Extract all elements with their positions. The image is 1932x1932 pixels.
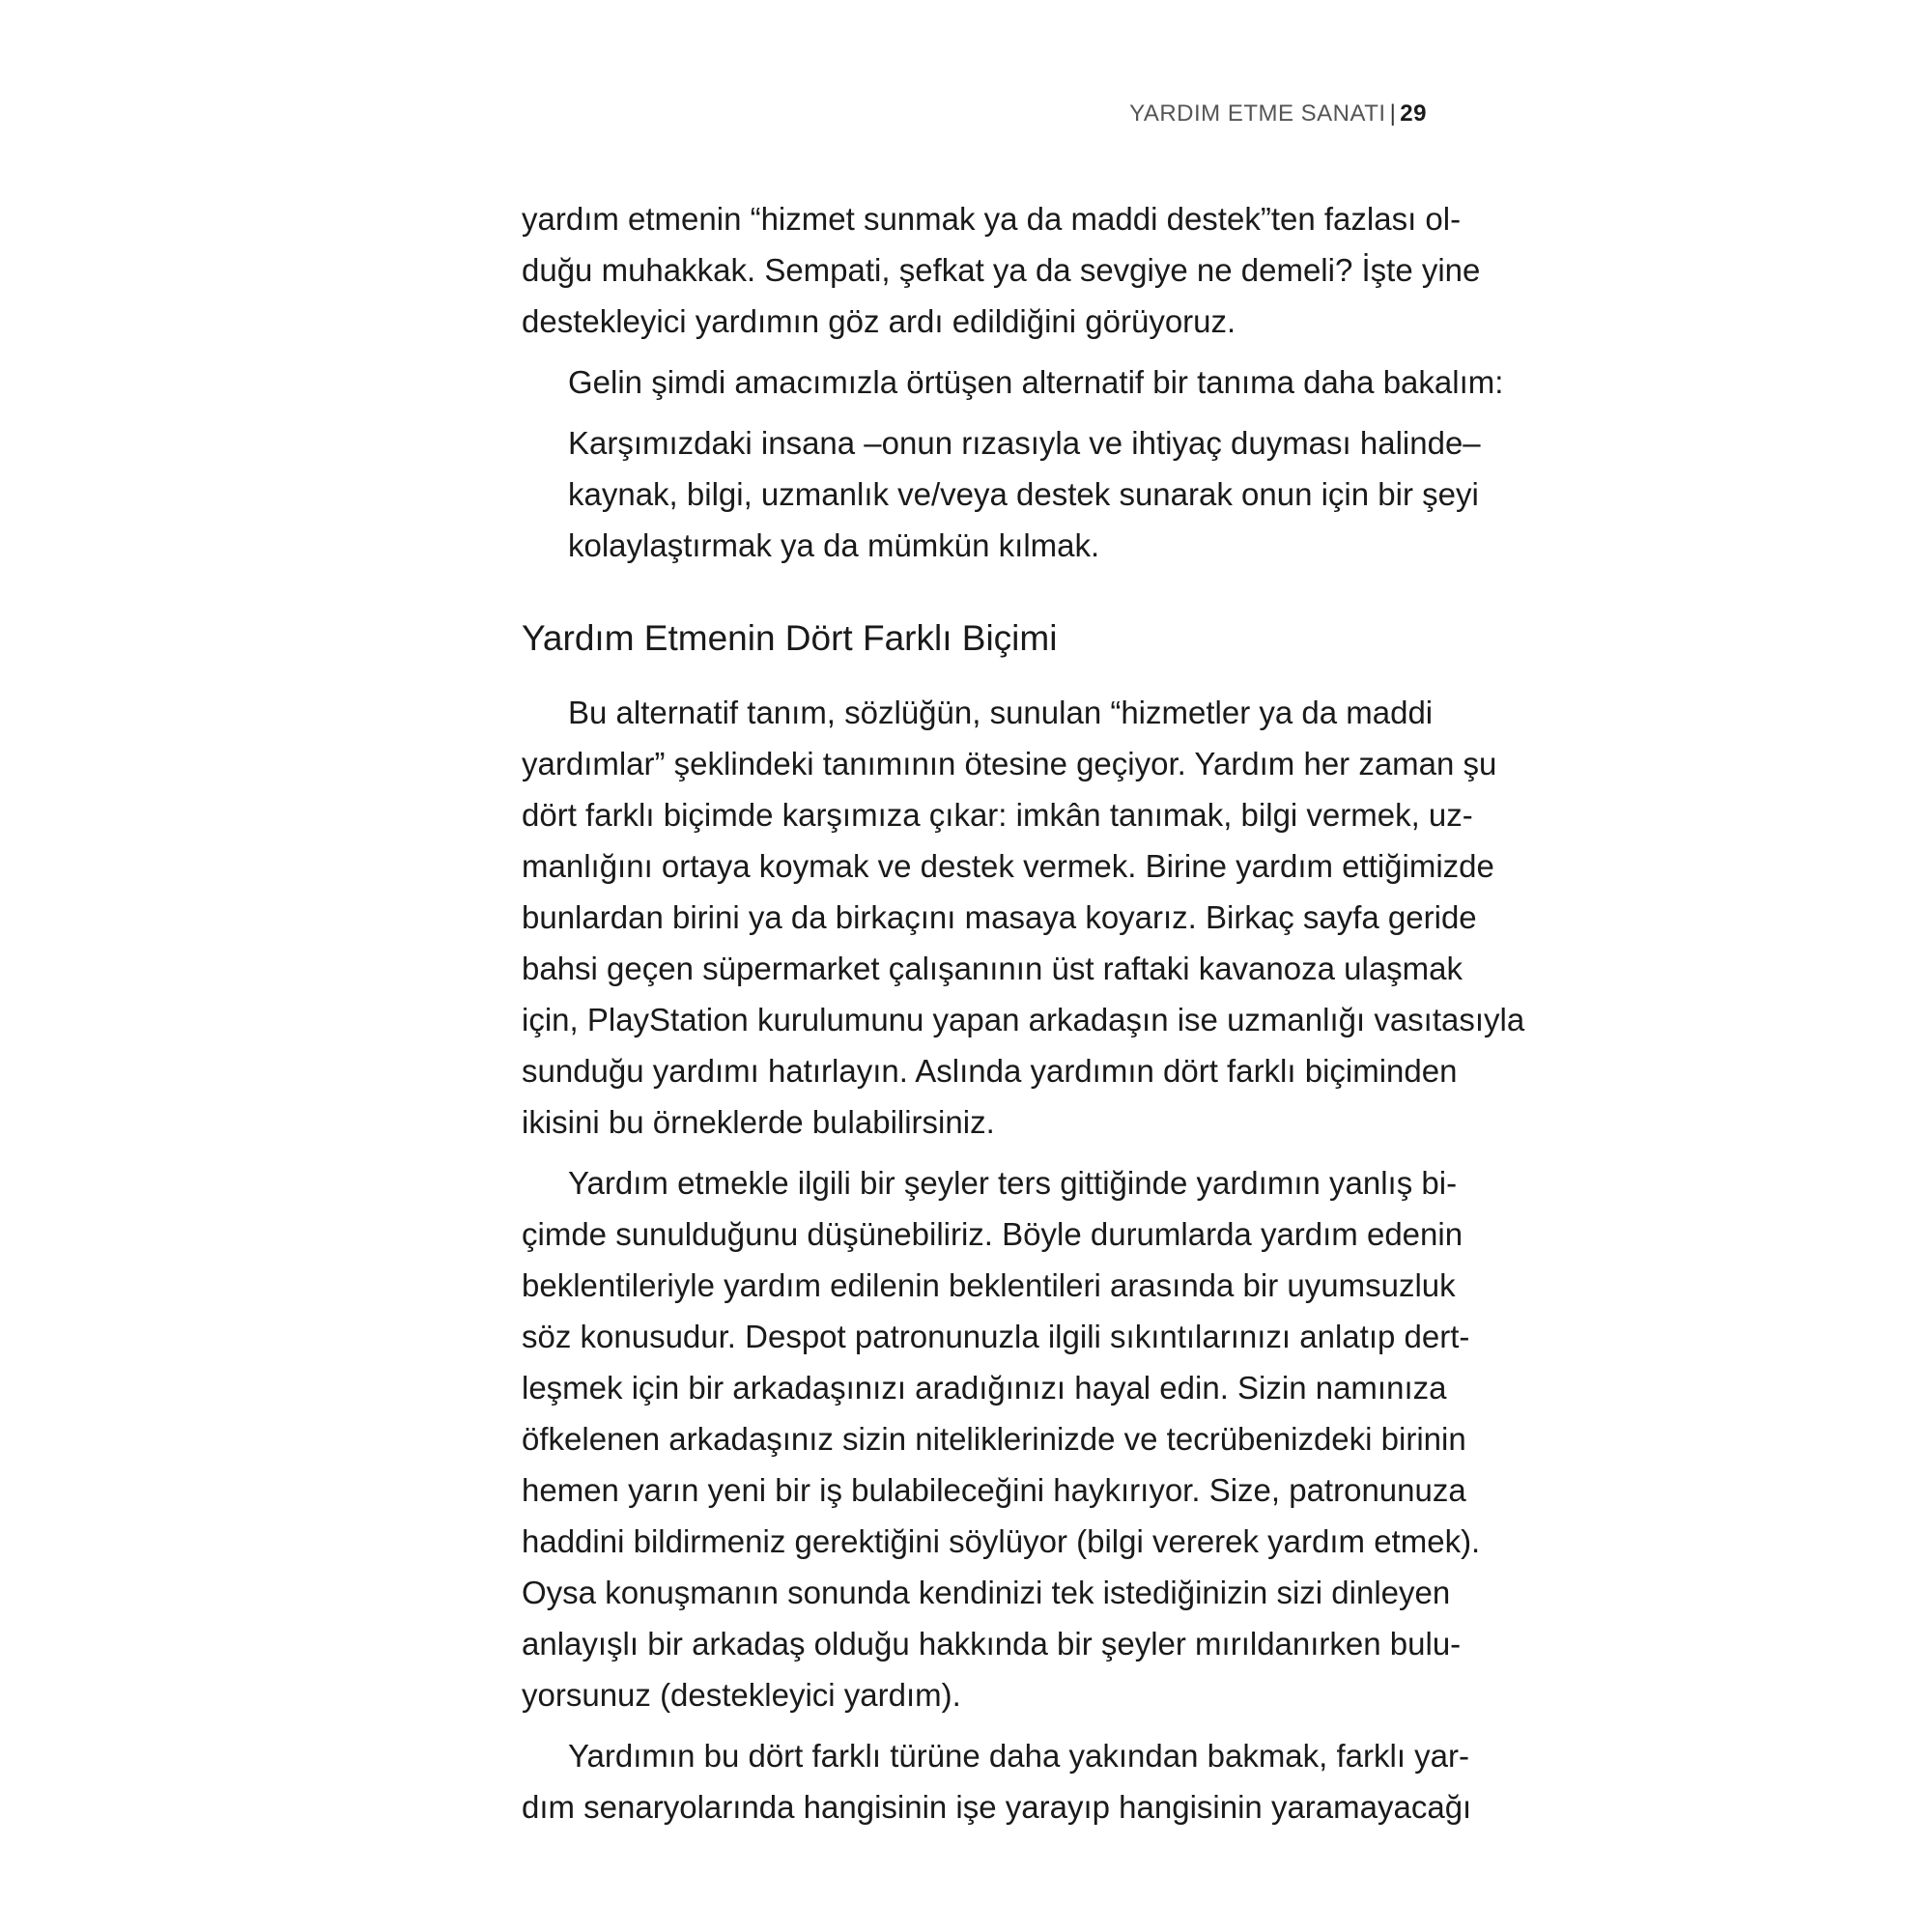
text-line: için, PlayStation kurulumunu yapan arkadaşın ise uzmanlığı vasıtasıyla — [522, 1002, 1525, 1037]
text-line: yorsunuz (destekleyici yardım). — [522, 1677, 961, 1713]
paragraph-4 — [522, 1730, 1472, 1833]
text-line: dört farklı biçimde karşımıza çıkar: imkân tanımak, bilgi vermek, uz- — [522, 797, 1473, 833]
text-line: söz konusudur. Despot patronunuzla ilgili sıkıntılarınızı anlatıp dert- — [522, 1319, 1470, 1354]
text-line: Karşımızdaki insana –onun rızasıyla ve ihtiyaç duyması halinde– — [568, 425, 1481, 461]
text-line: hemen yarın yeni bir iş bulabileceğini haykırıyor. Size, patronunuza — [522, 1472, 1466, 1508]
text-line: Yardım etmekle ilgili bir şeyler ters gittiğinde yardımın yanlış bi- — [568, 1165, 1458, 1201]
header-separator: | — [1389, 100, 1397, 127]
intro-line: Gelin şimdi amacımızla örtüşen alternatif bir tanıma daha bakalım: — [568, 364, 1504, 400]
paragraph-2 — [522, 687, 1525, 1148]
text-line: anlayışlı bir arkadaş olduğu hakkında bir şeyler mırıldanırken bulu- — [522, 1626, 1462, 1662]
text-line: destekleyici yardımın göz ardı edildiğini görüyoruz. — [522, 303, 1236, 339]
text-line: yardımlar” şeklindeki tanımının ötesine geçiyor. Yardım her zaman şu — [522, 746, 1497, 781]
text-line: kolaylaştırmak ya da mümkün kılmak. — [568, 527, 1100, 563]
text-line: manlığını ortaya koymak ve destek vermek. Birine yardım ettiğimizde — [522, 848, 1494, 884]
definition-block — [522, 417, 1481, 571]
text-line: Yardımın bu dört farklı türüne daha yakından bakmak, farklı yar- — [568, 1738, 1470, 1774]
running-header — [522, 100, 1427, 128]
text-line: leşmek için bir arkadaşınızı aradığınızı hayal edin. Sizin namınıza — [522, 1370, 1447, 1406]
text-line: dım senaryolarında hangisinin işe yarayıp hangisinin yaramayacağı — [522, 1789, 1472, 1825]
page-body — [522, 193, 1525, 1833]
text-line: yardım etmenin “hizmet sunmak ya da maddi destek”ten fazlası ol- — [522, 201, 1462, 237]
text-line: öfkelenen arkadaşınız sizin niteliklerinizde ve tecrübenizdeki birinin — [522, 1421, 1466, 1457]
book-title: YARDIM ETME SANATI — [1129, 100, 1386, 127]
text-line: Bu alternatif tanım, sözlüğün, sunulan “hizmetler ya da maddi — [568, 695, 1434, 730]
text-line: Oysa konuşmanın sonunda kendinizi tek istediğinizin sizi dinleyen — [522, 1575, 1451, 1610]
text-line: sunduğu yardımı hatırlayın. Aslında yardımın dört farklı biçiminden — [522, 1053, 1458, 1089]
text-line: haddini bildirmeniz gerektiğini söylüyor (bilgi vererek yardım etmek). — [522, 1523, 1481, 1559]
text-line: kaynak, bilgi, uzmanlık ve/veya destek sunarak onun için bir şeyi — [568, 476, 1479, 512]
text-line: duğu muhakkak. Sempati, şefkat ya da sevgiye ne demeli? İşte yine — [522, 252, 1481, 288]
section-heading: Yardım Etmenin Dört Farklı Biçimi — [522, 618, 1058, 658]
text-line: bahsi geçen süpermarket çalışanının üst raftaki kavanoza ulaşmak — [522, 951, 1463, 986]
text-line: ikisini bu örneklerde bulabilirsiniz. — [522, 1104, 995, 1140]
text-line: bunlardan birini ya da birkaçını masaya koyarız. Birkaç sayfa geride — [522, 899, 1477, 935]
text-line: beklentileriyle yardım edilenin beklentileri arasında bir uyumsuzluk — [522, 1267, 1456, 1303]
paragraph-1 — [522, 193, 1481, 347]
text-line: çimde sunulduğunu düşünebiliriz. Böyle durumlarda yardım edenin — [522, 1216, 1463, 1252]
page-number: 29 — [1400, 100, 1427, 127]
paragraph-3 — [522, 1157, 1481, 1720]
